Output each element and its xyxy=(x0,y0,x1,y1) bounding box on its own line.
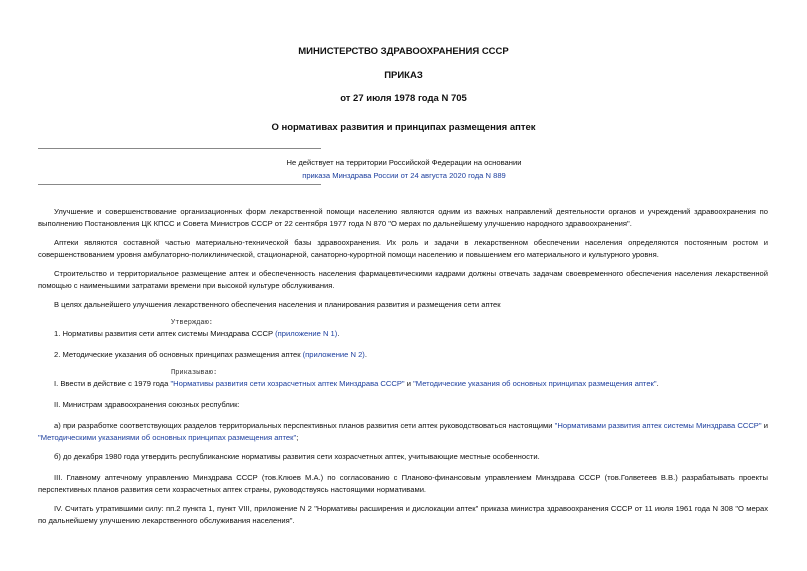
approve-item-1: 1. Нормативы развития сети аптек системы Минздрава СССР (приложение N 1). xyxy=(54,329,340,338)
approve-label: Утверждаю: xyxy=(171,319,214,327)
divider-top xyxy=(38,148,321,149)
ministry-heading: МИНИСТЕРСТВО ЗДРАВООХРАНЕНИЯ СССР xyxy=(298,46,509,57)
normatives-link-2[interactable]: "Нормативами развития аптек системы Минздрава СССР" xyxy=(554,421,762,430)
paragraph-intro-4: В целях дальнейшего улучшения лекарственного обеспечения населения и планирования развития и размещения сети аптек xyxy=(54,300,501,309)
repeal-order-link[interactable]: приказа Минздрава России от 24 августа 2020 года N 889 xyxy=(302,170,506,180)
status-notice xyxy=(200,157,608,182)
paragraph-intro-2: Аптеки являются составной частью материально-технической базы здравоохранения. Их роль и задачи в лекарственном обеспечении населения определяются постоянным ростом и совершенствованием уровня амбулаторно-поликлинической, стационарной, санаторно-курортной помощи населению и повышением его материального и культурного уровня. xyxy=(38,238,768,259)
order-item-iii: III. Главному аптечному управлению Минздрава СССР (тов.Клюев М.А.) по согласованию с Планово-финансовым управлением Минздрава СССР (тов.Голветеев В.В.) разрабатывать проекты перспективных планов развития сети хозрасчетных аптек страны, руководствуясь настоящими нормативами. xyxy=(38,473,768,494)
appendix-1-link[interactable]: (приложение N 1) xyxy=(275,329,338,338)
divider-bottom xyxy=(38,184,321,185)
guidelines-link[interactable]: "Методические указания об основных принципах размещения аптек" xyxy=(413,379,657,388)
approve-item-2: 2. Методические указания об основных принципах размещения аптек (приложение N 2). xyxy=(54,350,367,359)
date-number-heading: от 27 июля 1978 года N 705 xyxy=(340,93,467,104)
guidelines-link-2[interactable]: "Методическими указаниями об основных принципах размещения аптек" xyxy=(38,432,297,442)
order-item-i: I. Ввести в действие с 1979 года "Нормативы развития сети хозрасчетных аптек Минздрава СССР" и "Методические указания об основных принципах размещения аптек". xyxy=(54,379,659,388)
doc-type-heading: ПРИКАЗ xyxy=(384,70,423,81)
order-item-ii: II. Министрам здравоохранения союзных республик: xyxy=(54,400,240,409)
paragraph-intro-1: Улучшение и совершенствование организационных форм лекарственной помощи населению являются одним из важных направлений деятельности органов и учреждений здравоохранения по выполнению Постановления ЦК КПСС и Совета Министров СССР от 22 сентября 1977 года N 870 "О мерах по дальнейшему улучшению народного здравоохранения". xyxy=(38,207,768,228)
normatives-link[interactable]: "Нормативы развития сети хозрасчетных аптек Минздрава СССР" xyxy=(170,379,405,388)
document-title: О нормативах развития и принципах размещения аптек xyxy=(271,122,536,133)
status-notice-text: Не действует на территории Российской Федерации на основании xyxy=(286,158,522,167)
order-item-iv: IV. Считать утратившими силу: пп.2 пункта 1, пункт VIII, приложение N 2 "Нормативы расширения и дислокации аптек" приказа министра здравоохранения СССР от 11 июля 1961 года N 308 "О мерах по дальнейшему улучшению лекарственного обслуживания населения". xyxy=(38,504,768,525)
order-item-ii-a: а) при разработке соответствующих разделов территориальных перспективных планов развития сети аптек руководствоваться настоящими "Нормативами развития аптек системы Минздрава СССР" и "Методическими указаниями об основных принципах размещения аптек"; xyxy=(38,421,768,442)
appendix-2-link[interactable]: (приложение N 2) xyxy=(302,350,365,359)
order-label: Приказываю: xyxy=(171,369,218,377)
paragraph-intro-3: Строительство и территориальное размещение аптек и обеспеченность населения фармацевтическими кадрами должны отвечать задачам своевременного обеспечения населения лекарственной помощью с наименьшими затратами времени при высокой культуре обслуживания. xyxy=(38,269,768,290)
order-item-ii-b: б) до декабря 1980 года утвердить республиканские нормативы развития сети хозрасчетных аптек, учитывающие местные особенности. xyxy=(54,452,540,461)
